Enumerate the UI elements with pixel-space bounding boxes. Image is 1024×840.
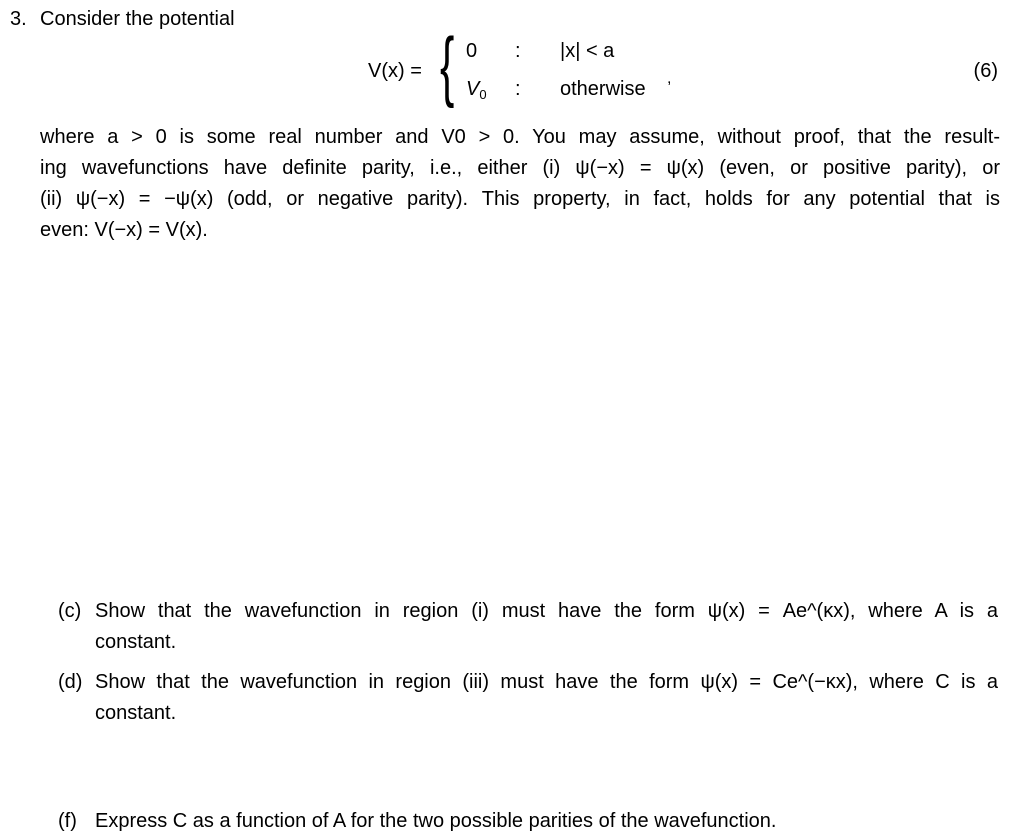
equation-comma: , <box>667 70 672 87</box>
left-brace: { <box>440 21 455 109</box>
question-text: Express C as a function of A for the two possible parities of the wavefunction. <box>95 810 777 832</box>
case2-value: $V_0$ <box>466 78 487 102</box>
description-paragraph <box>40 122 1000 246</box>
case2-colon: : <box>515 78 521 100</box>
question-item-f <box>58 806 998 837</box>
question-label: (c) <box>58 600 82 622</box>
problem-number: 3. <box>10 8 27 30</box>
paragraph-line: even: V(−x) = V(x). <box>40 219 208 241</box>
question-label: (f) <box>58 810 77 832</box>
case2-condition: otherwise <box>560 78 646 100</box>
question-text: Show that the wavefunction in region (iii) must have the form ψ(x) = Ce^(−κx), where C is a <box>95 671 998 693</box>
case1-value: 0 <box>466 40 478 62</box>
question-text: constant. <box>95 702 177 724</box>
question-text: constant. <box>95 631 177 653</box>
paragraph-line: (ii) ψ(−x) = −ψ(x) (odd, or negative parity). This property, in fact, holds for any potential that is <box>40 188 1000 210</box>
paragraph-line: where a > 0 is some real number and V0 > 0. You may assume, without proof, that the result- <box>40 126 1000 148</box>
problem-title: Consider the potential <box>40 8 235 30</box>
case1-condition: |x| < a <box>560 40 615 62</box>
question-item-d <box>58 667 998 729</box>
question-item-c <box>58 596 998 658</box>
question-text: Show that the wavefunction in region (i) must have the form ψ(x) = Ae^(κx), where A is a <box>95 600 998 622</box>
paragraph-line: ing wavefunctions have definite parity, i.e., either (i) ψ(−x) = ψ(x) (even, or positive parity), or <box>40 157 1000 179</box>
equation-number: (6) <box>973 60 998 82</box>
equation-lhs: V(x) = <box>368 60 422 82</box>
case1-colon: : <box>515 40 521 62</box>
question-label: (d) <box>58 671 83 693</box>
